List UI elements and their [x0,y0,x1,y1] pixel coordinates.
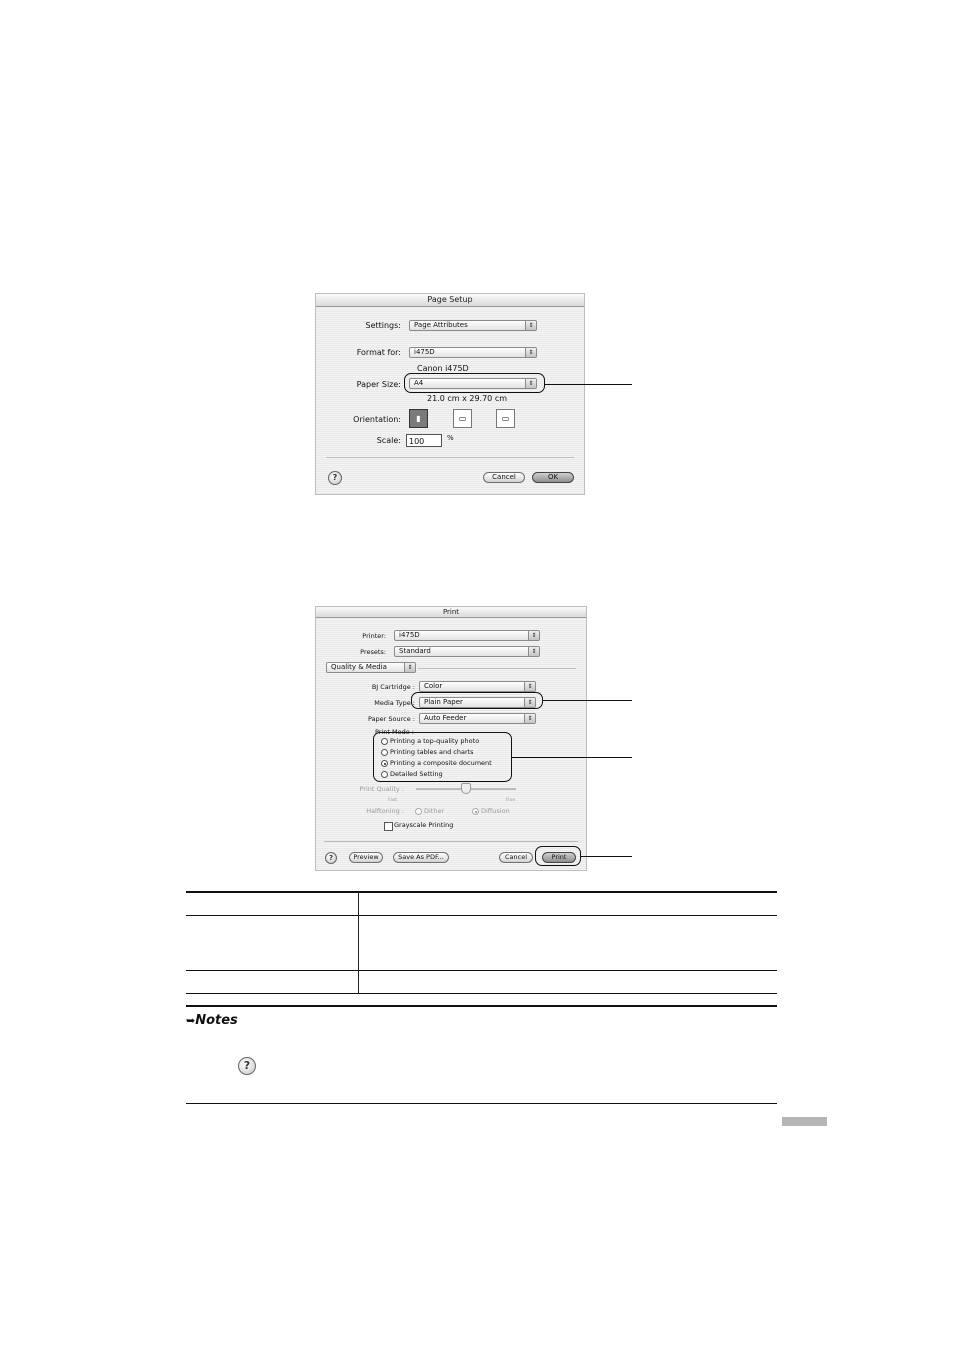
divider [326,457,574,458]
dither-label: Dither [424,807,445,815]
divider [324,841,578,842]
popup-arrows-icon: ⇕ [524,698,535,707]
cartridge-popup[interactable] [419,681,536,692]
help-icon[interactable]: ? [325,852,337,864]
divider [418,668,576,669]
print-mode-label: Print Mode : [375,728,414,736]
mode-label-detailed: Detailed Setting [390,770,443,778]
diffusion-radio[interactable] [472,808,479,815]
dither-radio[interactable] [415,808,422,815]
mode-label-tables: Printing tables and charts [390,748,474,756]
panel-value: Quality & Media [331,663,387,671]
panel-popup[interactable] [326,662,416,673]
print-mode-callout [512,757,632,758]
paper-size-value: A4 [414,379,424,387]
media-type-callout [543,700,632,701]
paper-size-callout [545,384,632,385]
mode-label-photo: Printing a top-quality photo [390,737,480,745]
format-label: Format for: [356,348,401,357]
paper-size-label: Paper Size: [356,380,401,389]
format-popup[interactable] [409,347,537,358]
table-bottom-rule [186,993,777,994]
format-value: i475D [414,348,435,356]
save-as-pdf-button[interactable]: Save As PDF... [393,852,449,863]
media-type-label: Media Type : [374,699,415,707]
popup-arrows-icon: ⇕ [528,631,539,640]
popup-arrows-icon: ⇕ [404,663,415,672]
page-setup-title: Page Setup [316,294,584,307]
orientation-landscape-icon[interactable]: ▭ [453,409,472,428]
notes-heading-text: Notes [195,1013,238,1028]
orientation-label: Orientation: [353,415,401,424]
notes-bottom-rule [186,1103,777,1104]
quality-fine-label: Fine [506,798,516,803]
cancel-button[interactable]: Cancel [483,472,525,483]
print-button-callout [581,856,632,857]
table-row-rule [186,970,777,971]
table-header-rule [186,915,777,916]
cartridge-value: Color [424,682,443,690]
paper-source-label: Paper Source : [367,715,415,723]
orientation-landscape-reverse-icon[interactable]: ▭ [496,409,515,428]
printer-description: Canon i475D [417,364,469,373]
popup-arrows-icon: ⇕ [528,647,539,656]
print-quality-label: Print Quality : [359,785,404,793]
print-title: Print [316,607,586,618]
scale-unit: % [447,434,454,442]
table-top-rule [186,891,777,893]
paper-source-popup[interactable] [419,713,536,724]
printer-popup[interactable] [394,630,540,641]
diffusion-label: Diffusion [481,807,510,815]
paper-size-highlight [404,373,545,393]
scale-input[interactable]: 100 [406,434,442,447]
page-tab-marker [782,1117,827,1126]
paper-source-value: Auto Feeder [424,714,467,722]
popup-arrows-icon: ⇕ [524,682,535,691]
popup-arrows-icon: ⇕ [525,321,536,330]
halftoning-label: Halftoning : [366,807,404,815]
grayscale-checkbox[interactable] [384,822,393,831]
printer-label: Printer: [362,632,386,640]
help-icon: ? [238,1057,256,1075]
printer-value: i475D [399,631,420,639]
orientation-portrait-icon[interactable]: ▮ [409,409,428,428]
mode-label-composite: Printing a composite document [390,759,492,767]
print-button-highlight [535,846,581,866]
scale-label: Scale: [376,436,401,445]
popup-arrows-icon: ⇕ [524,714,535,723]
notes-top-rule [186,1005,777,1007]
settings-value: Page Attributes [414,321,468,329]
quality-fast-label: Fast [388,798,398,803]
presets-label: Presets: [360,648,386,656]
page-setup-dialog [315,293,585,495]
table-column-divider [358,892,359,994]
popup-arrows-icon: ⇕ [525,348,536,357]
print-mode-highlight [373,732,512,782]
help-icon[interactable]: ? [328,471,342,485]
print-button[interactable]: Print [542,852,576,863]
arrow-icon: ➥ [186,1014,196,1027]
cancel-button[interactable]: Cancel [499,852,533,863]
settings-label: Settings: [365,321,401,330]
presets-popup[interactable] [394,646,540,657]
ok-button[interactable]: OK [532,472,574,483]
grayscale-label: Grayscale Printing [394,821,454,829]
settings-popup[interactable] [409,320,537,331]
quality-slider-thumb-icon[interactable] [461,783,471,794]
preview-button[interactable]: Preview [349,852,383,863]
cartridge-label: BJ Cartridge : [371,683,415,691]
popup-arrows-icon: ⇕ [525,379,536,388]
media-type-value: Plain Paper [424,698,463,706]
presets-value: Standard [399,647,431,655]
notes-heading [186,1013,238,1028]
paper-dimensions: 21.0 cm x 29.70 cm [427,394,508,403]
media-type-highlight [411,692,543,709]
